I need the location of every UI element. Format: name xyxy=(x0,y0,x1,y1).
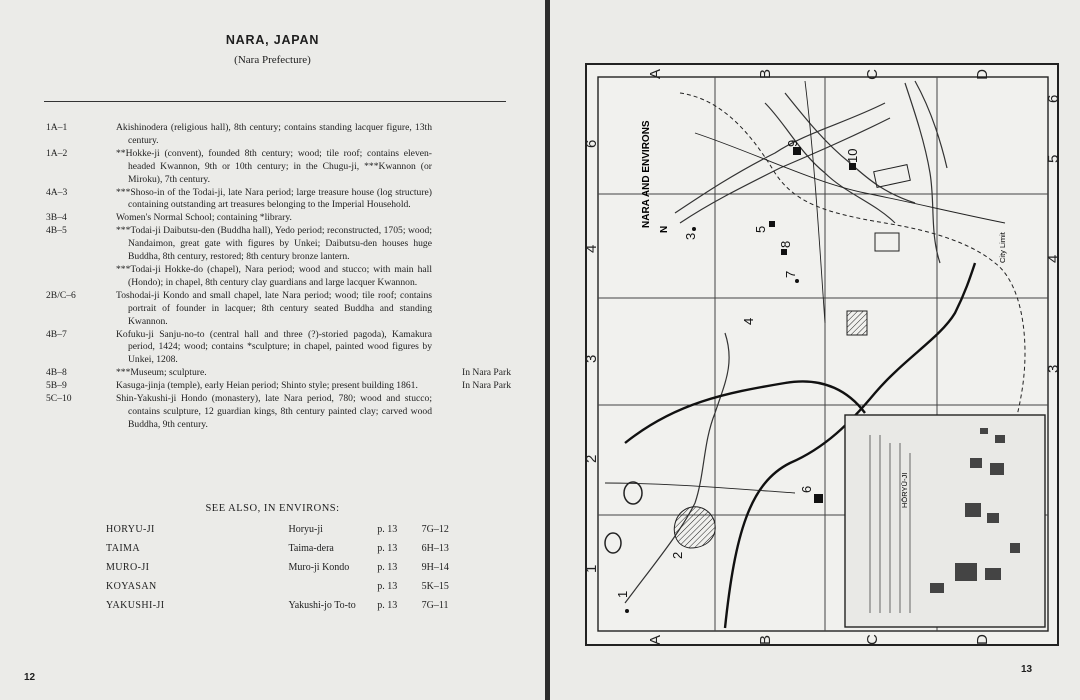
svg-text:B: B xyxy=(757,69,774,80)
grid-code: 1A–1 xyxy=(46,122,68,133)
entry-text: ***Museum; sculpture. xyxy=(116,367,207,379)
svg-text:8: 8 xyxy=(778,240,793,248)
environs-page: p. 13 xyxy=(377,524,398,535)
entry-text: ***Todai-ji Daibutsu-den (Buddha hall), Yedo period; reconstructed, 1705; wood; Nandaimon, great gate with figures by Unkei; Daibutsu-den houses huge Buddha, 8th century, restored; 8th century bronze lantern. xyxy=(116,225,432,263)
grid-code xyxy=(46,264,116,290)
environs-grid: 5K–15 xyxy=(421,581,449,592)
svg-text:6: 6 xyxy=(1045,94,1062,103)
environs-name: HORYU-JI xyxy=(106,524,155,535)
svg-text:7: 7 xyxy=(783,270,798,278)
entry-note xyxy=(432,329,516,368)
north-label: N xyxy=(659,225,670,233)
site-marker-9 xyxy=(793,147,801,155)
svg-text:C: C xyxy=(864,634,881,645)
list-item xyxy=(46,122,516,148)
site-marker-5 xyxy=(769,221,775,227)
see-also-heading: SEE ALSO, IN ENVIRONS: xyxy=(205,503,340,514)
svg-text:A: A xyxy=(647,69,664,80)
list-item xyxy=(106,539,466,558)
entry-text: **Hokke-ji (convent), founded 8th century; wood; tile roof; contains eleven-headed Kwannon, 9th or 10th century; in the Chugu-ji, ***Kwannon (or Miroku), 7th century. xyxy=(116,147,432,185)
entry-note xyxy=(432,393,516,432)
list-item xyxy=(46,367,516,380)
right-page xyxy=(550,0,1080,700)
environs-page: p. 13 xyxy=(377,543,398,554)
map-svg xyxy=(583,63,1062,646)
entry-text: Women's Normal School; containing *library. xyxy=(116,212,292,224)
list-item xyxy=(46,212,516,225)
svg-text:C: C xyxy=(864,69,881,80)
horyuji-inset xyxy=(845,415,1045,627)
site-marker-1 xyxy=(625,609,629,613)
entry-text: ***Todai-ji Hokke-do (chapel), Nara period; wood and stucco; with main hall (Hondo); in chapel, 8th century clay guardians and large lacquer Kwannon. xyxy=(116,263,432,288)
hatched-area xyxy=(674,507,715,548)
svg-text:6: 6 xyxy=(799,485,814,493)
entry-text: Kasuga-jinja (temple), early Heian period; Shinto style; present building 1861. xyxy=(116,380,418,392)
grid-code: 3B–4 xyxy=(46,212,67,224)
grid-code: 5B–9 xyxy=(46,380,67,392)
entry-note xyxy=(432,290,516,329)
environs-grid: 9H–14 xyxy=(421,562,449,573)
grid-code: 1A–2 xyxy=(46,147,68,159)
entry-note xyxy=(432,264,516,290)
environs-list xyxy=(106,520,466,615)
list-item xyxy=(106,577,466,596)
grid-code: 4B–5 xyxy=(46,225,67,237)
list-item xyxy=(46,380,516,393)
svg-text:1: 1 xyxy=(615,590,630,598)
list-item xyxy=(46,264,516,290)
entry-text: Kofuku-ji Sanju-no-to (central hall and three (?)-storied pagoda), Kamakura period, 1424; wood; contains *sculpture; in chapel, painted wood figures by Unkei, 1208. xyxy=(116,328,432,366)
entry-note xyxy=(432,212,516,225)
site-marker-10 xyxy=(849,163,856,170)
environs-temple: Horyu-ji xyxy=(288,524,323,535)
site-marker-8 xyxy=(781,249,787,255)
entry-text: Toshodai-ji Kondo and small chapel, late Nara period; wood; tile roof; contains portrait of founder in lacquer; 8th century seated Buddha and standing Kwannon. xyxy=(116,289,432,327)
grid-code: 4B–7 xyxy=(46,328,67,340)
svg-text:4: 4 xyxy=(741,317,756,325)
page-number: 13 xyxy=(1021,664,1033,675)
site-list xyxy=(46,122,516,432)
environs-name: MURO-JI xyxy=(106,562,150,573)
grid-code: 4B–8 xyxy=(46,367,67,379)
map xyxy=(583,63,1062,646)
city-limit-label: City Limit xyxy=(998,232,1007,263)
svg-text:D: D xyxy=(974,634,991,645)
svg-text:A: A xyxy=(647,634,664,645)
list-item xyxy=(106,520,466,539)
svg-text:B: B xyxy=(757,634,774,645)
svg-text:5: 5 xyxy=(753,225,768,233)
environs-grid: 6H–13 xyxy=(421,543,449,554)
entry-note xyxy=(432,187,516,213)
entry-note xyxy=(432,225,516,264)
environs-page: p. 13 xyxy=(377,581,398,592)
divider xyxy=(44,101,506,102)
list-item xyxy=(46,148,516,187)
svg-text:D: D xyxy=(974,69,991,80)
environs-name: KOYASAN xyxy=(106,581,157,592)
environs-temple: Taima-dera xyxy=(288,543,334,554)
list-item xyxy=(46,393,516,432)
grid-code: 4A–3 xyxy=(46,186,68,198)
entry-text: Shin-Yakushi-ji Hondo (monastery), late Nara period, 780; wood and stucco; contains sculpture, 12 guardian kings, 8th century painted clay; carved wood Buddha, 9th century. xyxy=(116,393,432,430)
grid-code: 2B/C–6 xyxy=(46,289,76,301)
list-item xyxy=(106,596,466,615)
page-title: NARA, JAPAN xyxy=(225,33,320,47)
svg-text:6: 6 xyxy=(583,139,600,148)
site-marker-6 xyxy=(814,494,823,503)
environs-page: p. 13 xyxy=(377,600,398,611)
hatched-area xyxy=(847,311,867,335)
environs-temple: Yakushi-jo To-to xyxy=(288,600,356,611)
svg-text:1: 1 xyxy=(583,564,600,573)
grid-code: 5C–10 xyxy=(46,393,72,405)
environs-page: p. 13 xyxy=(377,562,398,573)
environs-name: TAIMA xyxy=(106,543,140,554)
svg-text:10: 10 xyxy=(845,148,860,163)
environs-grid: 7G–11 xyxy=(421,600,449,611)
svg-text:3: 3 xyxy=(583,354,600,363)
svg-text:2: 2 xyxy=(670,551,685,559)
site-marker-3 xyxy=(692,227,696,231)
list-item xyxy=(46,187,516,213)
horyuji-label: HŌRYŪ-JI xyxy=(900,472,909,508)
svg-text:5: 5 xyxy=(1045,154,1062,163)
entry-note: In Nara Park xyxy=(462,380,512,392)
page-number: 12 xyxy=(24,672,36,683)
entry-text: Akishinodera (religious hall), 8th century; contains standing lacquer figure, 13th century. xyxy=(116,122,432,146)
entry-note xyxy=(432,122,516,148)
list-item xyxy=(106,558,466,577)
entry-note: In Nara Park xyxy=(462,367,512,379)
svg-text:3: 3 xyxy=(683,232,698,240)
site-marker-7 xyxy=(795,279,799,283)
list-item xyxy=(46,329,516,368)
svg-text:2: 2 xyxy=(583,454,600,463)
map-title: NARA AND ENVIRONS xyxy=(641,120,652,228)
environs-name: YAKUSHI-JI xyxy=(106,600,165,611)
svg-text:3: 3 xyxy=(1045,364,1062,373)
entry-note xyxy=(432,148,516,187)
entry-text: ***Shoso-in of the Todai-ji, late Nara period; large treasure house (log structure) containing outstanding art treasures belonging to the Imperial Household. xyxy=(116,186,432,211)
svg-text:9: 9 xyxy=(785,139,800,147)
environs-grid: 7G–12 xyxy=(421,524,449,535)
list-item xyxy=(46,290,516,329)
list-item xyxy=(46,225,516,264)
page-subtitle: (Nara Prefecture) xyxy=(234,54,311,66)
svg-text:4: 4 xyxy=(1045,254,1062,263)
environs-temple: Muro-ji Kondo xyxy=(288,562,350,573)
svg-text:4: 4 xyxy=(583,244,600,253)
